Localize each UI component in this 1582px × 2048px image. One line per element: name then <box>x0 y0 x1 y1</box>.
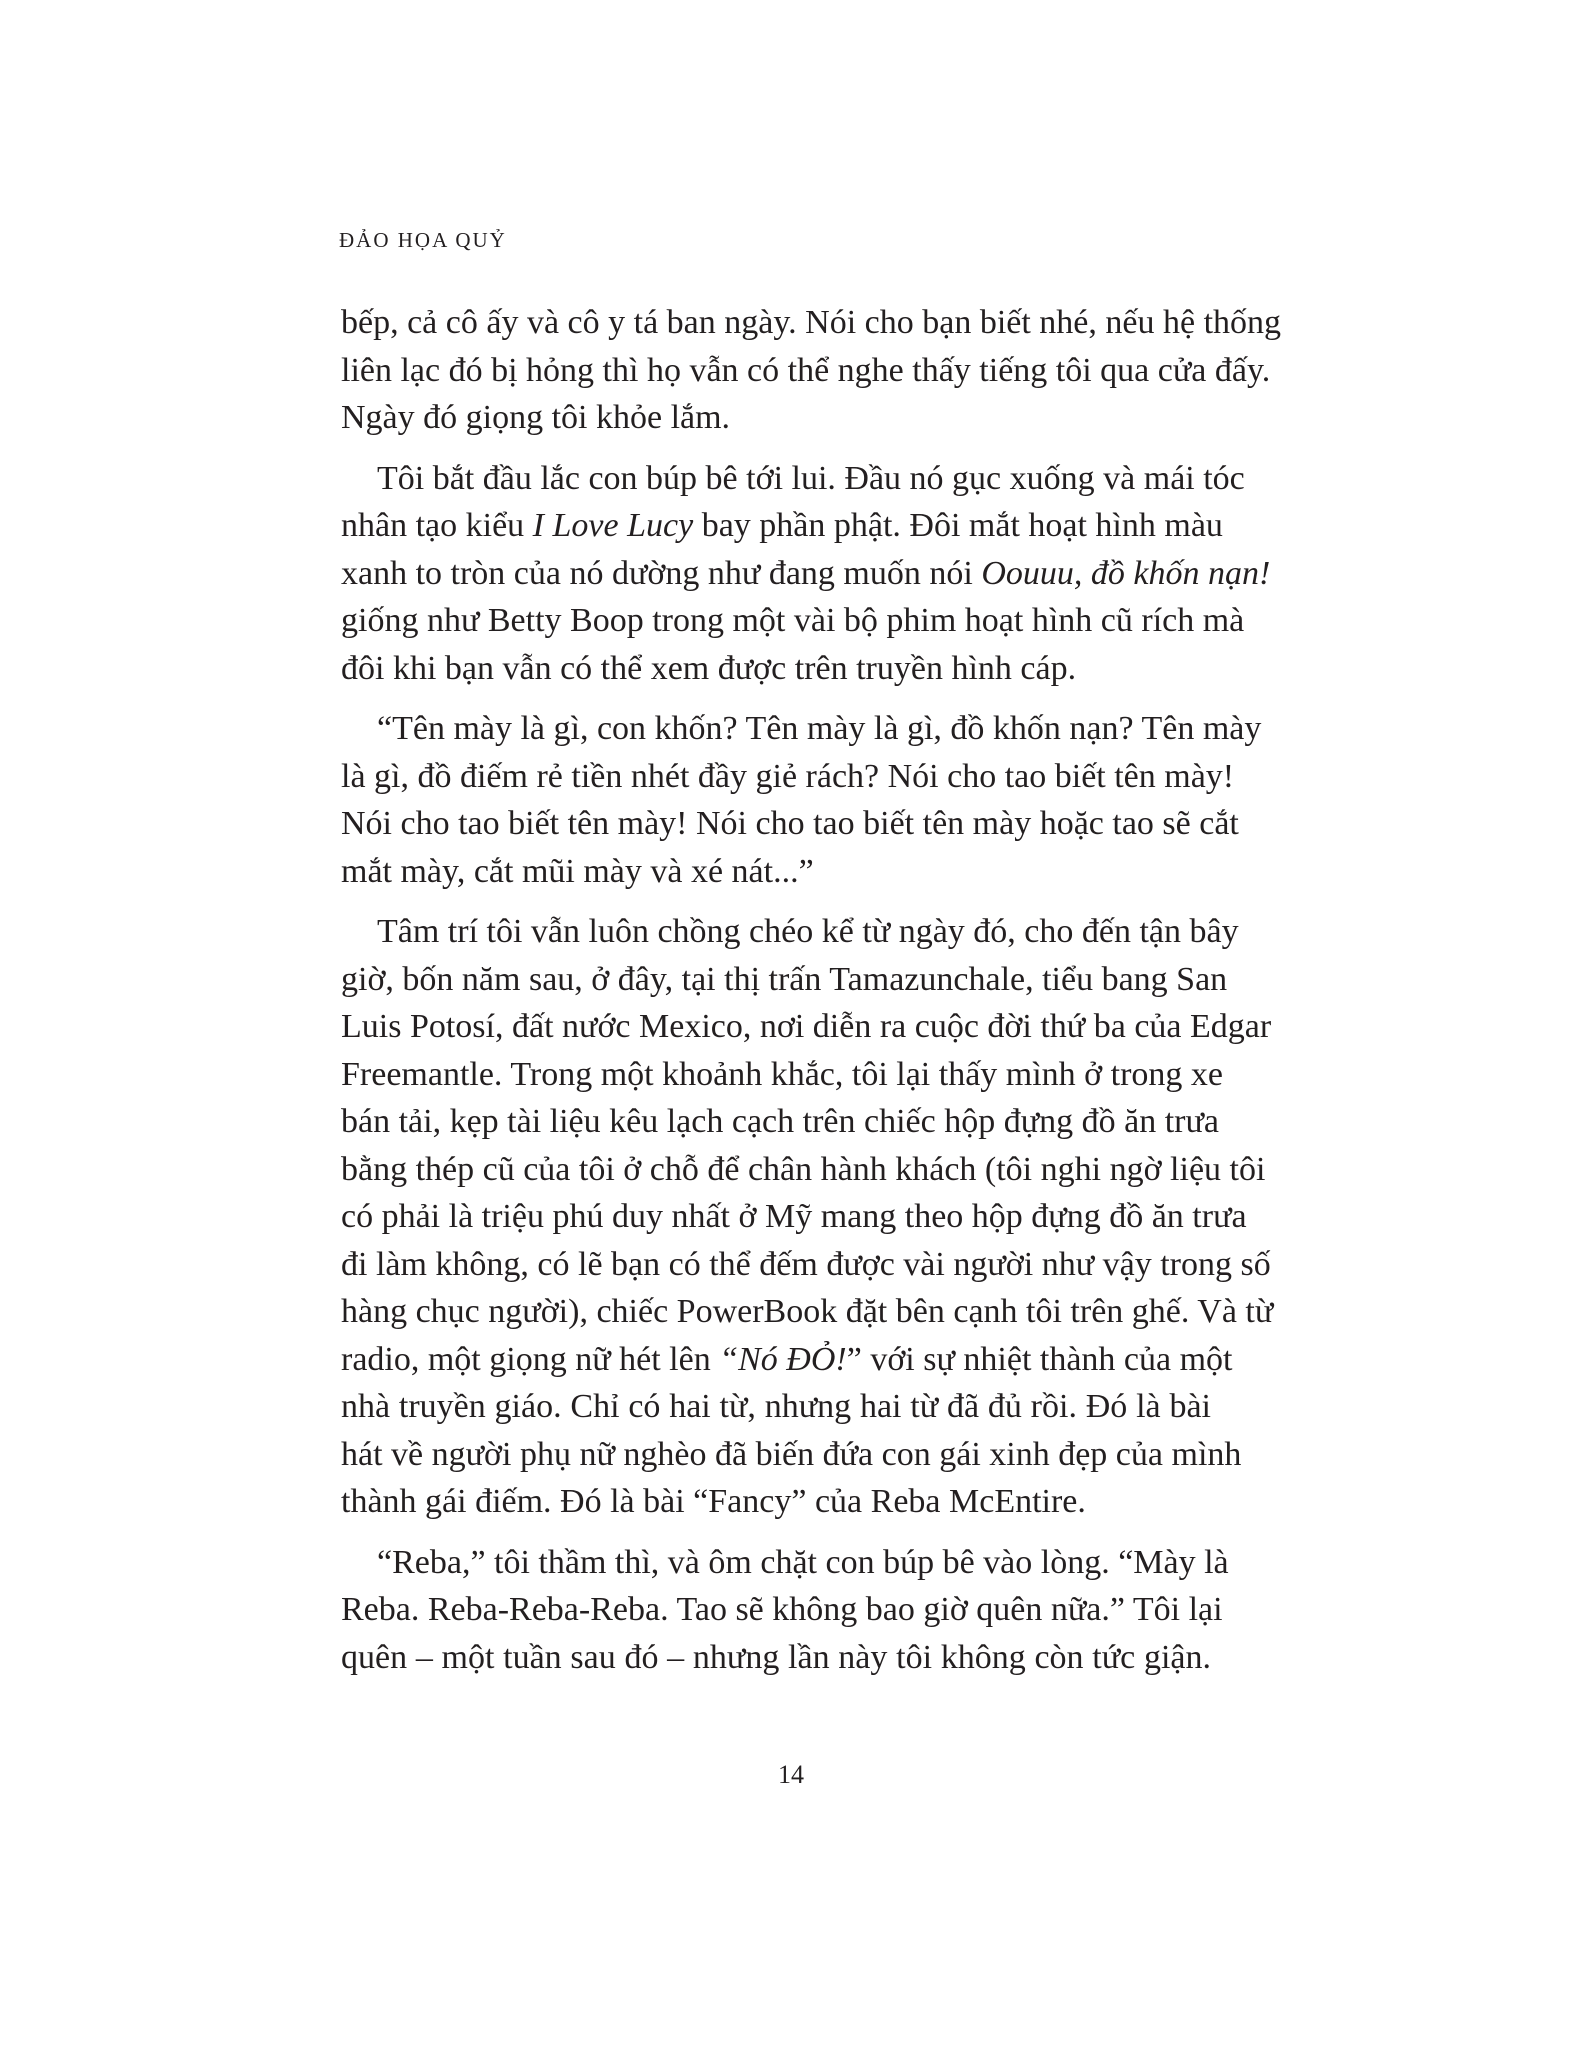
text-run: Reba. Reba-Reba-Reba. Tao sẽ không bao giờ quên nữa.” Tôi lại <box>341 1591 1223 1628</box>
text-run: Ngày đó giọng tôi khỏe lắm. <box>341 399 731 436</box>
text-run: radio, một giọng nữ hét lên <box>341 1340 720 1378</box>
text-run: bếp, cả cô ấy và cô y tá ban ngày. Nói cho bạn biết nhé, nếu hệ thống <box>341 304 1282 341</box>
text-line <box>341 800 1239 848</box>
text-run: ” với sự nhiệt thành của một <box>846 1340 1233 1378</box>
text-line <box>341 1478 1211 1526</box>
text-line <box>341 848 1211 896</box>
text-line <box>341 753 1235 801</box>
text-line <box>341 502 1223 550</box>
text-line <box>341 597 1245 645</box>
text-run: bán tải, kẹp tài liệu kêu lạch cạch trên chiếc hộp đựng đồ ăn trưa <box>341 1103 1220 1140</box>
text-run: giờ, bốn năm sau, ở đây, tại thị trấn Tamazunchale, tiểu bang San <box>341 960 1228 998</box>
text-run: bằng thép cũ của tôi ở chỗ để chân hành khách (tôi nghi ngờ liệu tôi <box>341 1150 1266 1188</box>
paragraph <box>341 1539 1229 1682</box>
text-line <box>341 299 1282 347</box>
text-run: đi làm không, có lẽ bạn có thể đếm được vài người như vậy trong số <box>341 1245 1271 1283</box>
text-run: có phải là triệu phú duy nhất ở Mỹ mang theo hộp đựng đồ ăn trưa <box>341 1198 1247 1235</box>
text-line <box>341 347 1271 395</box>
text-run: Luis Potosí, đất nước Mexico, nơi diễn ra cuộc đời thứ ba của Edgar <box>341 1008 1272 1045</box>
text-line <box>341 394 1211 442</box>
text-line <box>341 645 1211 693</box>
text-line <box>341 1539 1229 1587</box>
text-run: “Tên mày là gì, con khốn? Tên mày là gì, đồ khốn nạn? Tên mày <box>377 710 1262 747</box>
text-line <box>341 1051 1224 1099</box>
text-run: thành gái điếm. Đó là bài “Fancy” của Reba McEntire. <box>341 1483 1086 1520</box>
text-line <box>341 1336 1233 1384</box>
italic-text: Oouuu, đồ khốn nạn! <box>981 554 1271 592</box>
text-line <box>341 1193 1247 1241</box>
text-run: mắt mày, cắt mũi mày và xé nát...” <box>341 852 814 890</box>
text-run: bay phần phật. Đôi mắt hoạt hình màu <box>693 507 1223 544</box>
italic-text: “Nó ĐỎ! <box>719 1340 847 1378</box>
text-run: đôi khi bạn vẫn có thể xem được trên truyền hình cáp. <box>341 649 1077 687</box>
paragraph <box>341 705 1262 895</box>
text-line <box>341 1098 1220 1146</box>
text-run: hàng chục người), chiếc PowerBook đặt bên cạnh tôi trên ghế. Và từ <box>341 1293 1274 1330</box>
text-line <box>341 1241 1271 1289</box>
text-run: Freemantle. Trong một khoảnh khắc, tôi lại thấy mình ở trong xe <box>341 1055 1224 1093</box>
text-run: là gì, đồ điếm rẻ tiền nhét đầy giẻ rách? Nói cho tao biết tên mày! <box>341 757 1235 795</box>
text-run: liên lạc đó bị hỏng thì họ vẫn có thể nghe thấy tiếng tôi qua cửa đấy. <box>341 351 1271 389</box>
body-text <box>341 299 1282 1681</box>
paragraph <box>341 908 1274 1526</box>
text-run: quên – một tuần sau đó – nhưng lần này tôi không còn tức giận. <box>341 1638 1211 1676</box>
text-run: Nói cho tao biết tên mày! Nói cho tao biết tên mày hoặc tao sẽ cắt <box>341 805 1239 842</box>
text-run: nhân tạo kiểu <box>341 507 533 544</box>
running-title: ĐẢO HỌA QUỶ <box>339 228 507 252</box>
text-line <box>341 1146 1266 1194</box>
text-line <box>341 1383 1211 1431</box>
italic-text: I Love Lucy <box>532 507 694 544</box>
text-run: xanh to tròn của nó dường như đang muốn nói <box>341 554 982 592</box>
page-number: 14 <box>778 1760 804 1789</box>
text-run: giống như Betty Boop trong một vài bộ phim hoạt hình cũ rích mà <box>341 602 1245 639</box>
text-line <box>341 1634 1211 1682</box>
text-line <box>341 956 1228 1004</box>
text-run: hát về người phụ nữ nghèo đã biến đứa con gái xinh đẹp của mình <box>341 1435 1242 1473</box>
paragraph <box>341 455 1271 693</box>
text-line <box>341 550 1271 598</box>
text-run: Tôi bắt đầu lắc con búp bê tới lui. Đầu nó gục xuống và mái tóc <box>377 459 1245 497</box>
paragraph <box>341 299 1282 442</box>
text-line <box>341 705 1262 753</box>
text-run: nhà truyền giáo. Chỉ có hai từ, nhưng hai từ đã đủ rồi. Đó là bài <box>341 1388 1211 1425</box>
text-run: “Reba,” tôi thầm thì, và ôm chặt con búp bê vào lòng. “Mày là <box>377 1543 1229 1581</box>
text-line <box>341 908 1239 956</box>
text-run: Tâm trí tôi vẫn luôn chồng chéo kể từ ngày đó, cho đến tận bây <box>377 913 1239 950</box>
text-line <box>341 455 1245 503</box>
text-line <box>341 1288 1274 1336</box>
text-line <box>341 1003 1272 1051</box>
text-line <box>341 1586 1223 1634</box>
text-line <box>341 1431 1242 1479</box>
